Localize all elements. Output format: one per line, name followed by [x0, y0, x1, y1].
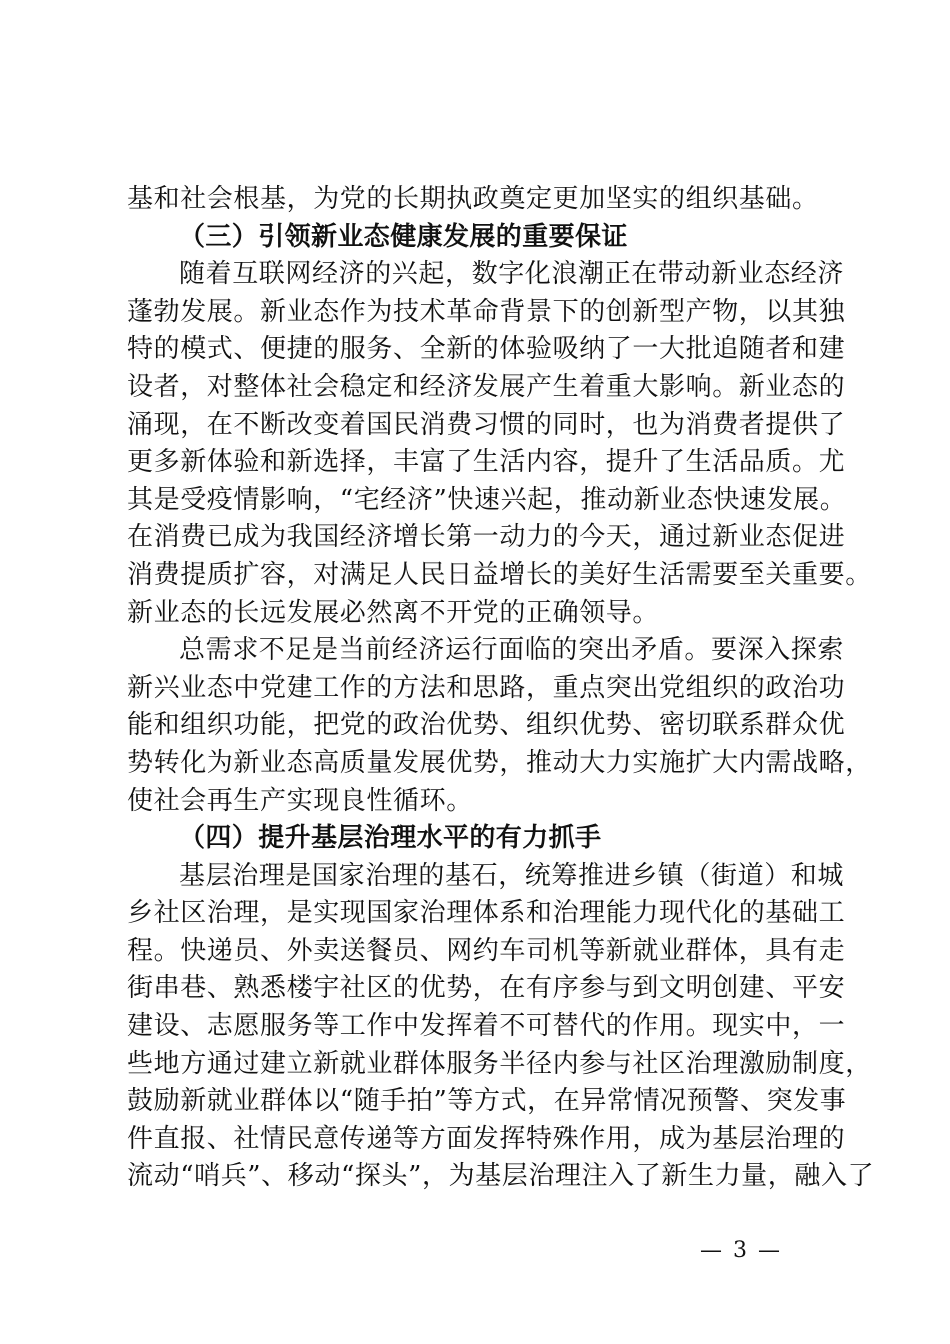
text-line: 消费提质扩容，对满足人民日益增长的美好生活需要至关重要。: [127, 559, 872, 590]
section-heading: （四）提升基层治理水平的有力抓手: [179, 823, 602, 854]
text-line: 更多新体验和新选择，丰富了生活内容，提升了生活品质。尤: [127, 447, 846, 478]
text-line: 件直报、社情民意传递等方面发挥特殊作用，成为基层治理的: [127, 1123, 846, 1154]
text-line: 街串巷、熟悉楼宇社区的优势，在有序参与到文明创建、平安: [127, 973, 846, 1004]
text-line: 新兴业态中党建工作的方法和思路，重点突出党组织的政治功: [127, 672, 846, 703]
text-line: 流动“哨兵”、移动“探头”，为基层治理注入了新生力量，融入了: [127, 1161, 875, 1192]
section-heading: （三）引领新业态健康发展的重要保证: [179, 221, 628, 252]
page-number: — 3 —: [700, 1238, 782, 1263]
text-line: 基和社会根基，为党的长期执政奠定更加坚实的组织基础。: [127, 184, 819, 214]
text-line: 鼓励新就业群体以“随手拍”等方式，在异常情况预警、突发事: [127, 1086, 847, 1117]
text-line: 随着互联网经济的兴起，数字化浪潮正在带动新业态经济: [179, 259, 845, 290]
text-line: 基层治理是国家治理的基石，统筹推进乡镇（街道）和城: [179, 860, 845, 891]
text-line: 蓬勃发展。新业态作为技术革命背景下的创新型产物，以其独: [127, 296, 846, 327]
text-line: 些地方通过建立新就业群体服务半径内参与社区治理激励制度，: [127, 1048, 872, 1079]
text-line: 特的模式、便捷的服务、全新的体验吸纳了一大批追随者和建: [127, 334, 846, 365]
text-line: 在消费已成为我国经济增长第一动力的今天，通过新业态促进: [127, 522, 846, 553]
text-line: 使社会再生产实现良性循环。: [127, 785, 473, 816]
text-line: 势转化为新业态高质量发展优势，推动大力实施扩大内需战略，: [127, 747, 872, 778]
text-line: 其是受疫情影响，“宅经济”快速兴起，推动新业态快速发展。: [127, 484, 847, 515]
text-line: 总需求不足是当前经济运行面临的突出矛盾。要深入探索: [179, 635, 845, 666]
text-line: 能和组织功能，把党的政治优势、组织优势、密切联系群众优: [127, 710, 846, 741]
text-line: 建设、志愿服务等工作中发挥着不可替代的作用。现实中，一: [127, 1011, 846, 1042]
text-line: 程。快递员、外卖送餐员、网约车司机等新就业群体，具有走: [127, 935, 846, 966]
text-line: 涌现，在不断改变着国民消费习惯的同时，也为消费者提供了: [127, 409, 846, 440]
text-line: 新业态的长远发展必然离不开党的正确领导。: [127, 597, 660, 628]
document-body: [127, 181, 875, 1196]
text-line: 乡社区治理，是实现国家治理体系和治理能力现代化的基础工: [127, 898, 846, 929]
text-line: 设者，对整体社会稳定和经济发展产生着重大影响。新业态的: [127, 371, 846, 402]
